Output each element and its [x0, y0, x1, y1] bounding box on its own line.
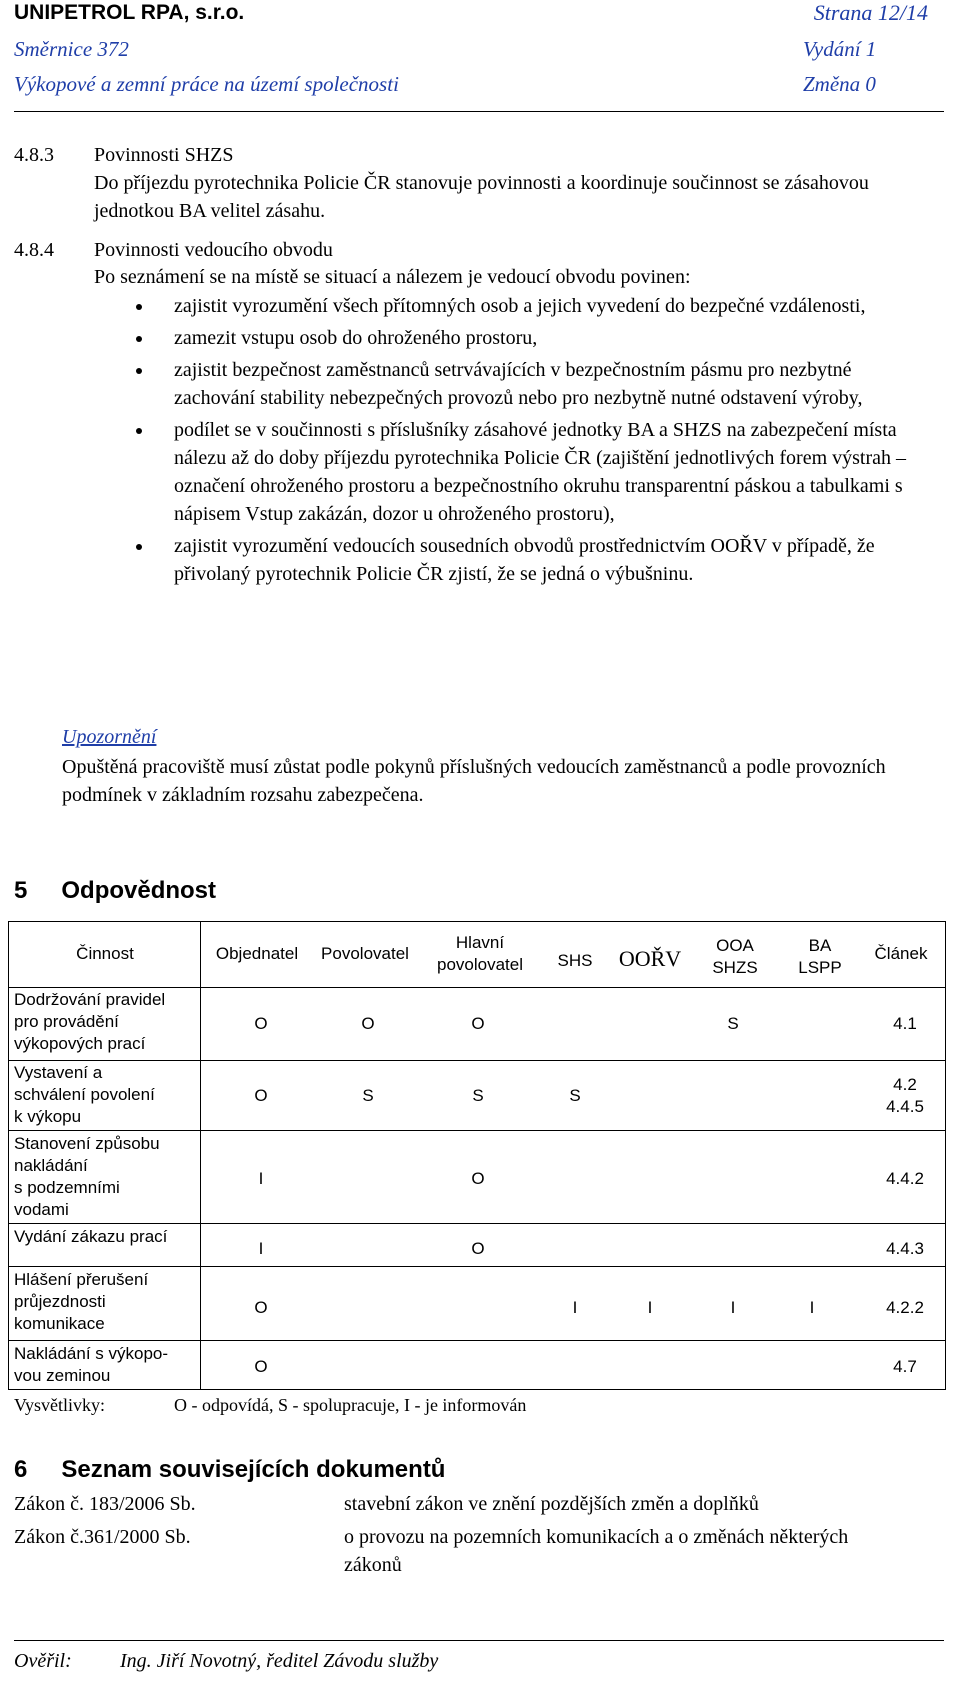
cell-oorv: I: [647, 1298, 653, 1317]
doc-description: o provozu na pozemních komunikacích a o změnách některých zákonů: [344, 1526, 849, 1576]
notice-title: Upozornění: [62, 726, 157, 748]
footer-verifier: Ing. Jiří Novotný, ředitel Závodu služby: [120, 1650, 439, 1672]
doc-name: Zákon č.361/2000 Sb.: [14, 1526, 191, 1548]
bullet-icon: [136, 304, 142, 310]
doc-name: Zákon č. 183/2006 Sb.: [14, 1493, 196, 1515]
cell-orderer: I: [258, 1169, 264, 1188]
footer-label: Ověřil:: [14, 1650, 72, 1672]
footer-divider: [14, 1640, 944, 1641]
section-5-heading: 5 Odpovědnost: [14, 877, 217, 904]
row-activity: Stanovení způsobu nakládání s podzemními vodami: [14, 1134, 160, 1219]
row-activity: Nakládání s výkopo- vou zeminou: [14, 1344, 169, 1385]
list-item: zajistit vyrozumění všech přítomných osob a jejich vyvedení do bezpečné vzdálenosti,: [174, 292, 934, 320]
cell-main: S: [472, 1086, 484, 1105]
change-label: Změna 0: [803, 72, 876, 96]
edition-label: Vydání 1: [803, 37, 877, 61]
list-item: podílet se v součinnosti s příslušníky zásahové jednotky BA a SHZS na zabezpečení místa nálezu až do doby příjezdu pyrotechnika Policie ČR (zajištění jednotlivých forem výstrah – označení ohroženého prostoru a bezpečnostního okruhu transparentní páskou a tabulkami s nápisem Vstup zakázán, dozor u ohroženého prostoru),: [174, 416, 934, 528]
cell-article: 4.2.2: [886, 1298, 924, 1317]
header-divider: [14, 111, 944, 112]
header-oorv: OOŘV: [618, 946, 682, 971]
cell-main: O: [471, 1169, 485, 1188]
row-activity: Hlášení přerušení průjezdnosti komunikace: [14, 1270, 149, 1333]
list-item: zamezit vstupu osob do ohroženého prostoru,: [174, 324, 934, 352]
section-number: 4.8.3: [14, 144, 54, 166]
header-ba-lspp: BA LSPP: [798, 936, 842, 977]
directive-number: Směrnice 372: [14, 37, 129, 61]
cell-article: 4.4.3: [886, 1239, 924, 1258]
list-item: zajistit bezpečnost zaměstnanců setrvávajících v bezpečnostním pásmu pro nezbytné zachování stability nebezpečných provozů nebo pro nezbytně nutné odstavení výroby,: [174, 356, 934, 412]
header-ooa-shzs: OOA SHZS: [712, 936, 758, 977]
section-title: Povinnosti SHZS: [94, 144, 234, 166]
section-text: Do příjezdu pyrotechnika Policie ČR stanovuje povinnosti a koordinuje součinnost se zásahovou jednotkou BA velitel zásahu.: [94, 172, 869, 222]
cell-ooa: I: [730, 1298, 736, 1317]
list-item: zajistit vyrozumění vedoucích sousedních obvodů prostřednictvím OOŘV v případě, že přivolaný pyrotechnik Policie ČR zjistí, že se jedná o výbušninu.: [174, 532, 934, 588]
header-activity: Činnost: [76, 944, 134, 963]
header-shs: SHS: [557, 951, 593, 970]
document-subject: Výkopové a zemní práce na území společnosti: [14, 72, 399, 96]
cell-shs: S: [569, 1086, 581, 1105]
cell-article: 4.2 4.4.5: [886, 1075, 924, 1116]
cell-orderer: O: [254, 1357, 268, 1376]
cell-article: 4.4.2: [886, 1169, 924, 1188]
cell-orderer: I: [258, 1239, 264, 1258]
cell-orderer: O: [254, 1014, 268, 1033]
bullet-icon: [136, 428, 142, 434]
header-orderer: Objednatel: [215, 944, 299, 963]
header-article: Článek: [874, 944, 928, 963]
cell-orderer: O: [254, 1086, 268, 1105]
cell-permitter: S: [362, 1086, 374, 1105]
notice-text: Opuštěná pracoviště musí zůstat podle pokynů příslušných vedoucích zaměstnanců a podle provozních podmínek v základním rozsahu zabezpečena.: [62, 756, 886, 806]
section-title: Povinnosti vedoucího obvodu: [94, 239, 333, 261]
header-main-permitter: Hlavní povolovatel: [436, 933, 523, 974]
cell-shs: I: [572, 1298, 578, 1317]
cell-article: 4.1: [893, 1014, 917, 1033]
section-6-heading: 6 Seznam souvisejících dokumentů: [14, 1456, 446, 1483]
section-number: 4.8.4: [14, 239, 54, 261]
legend-label: Vysvětlivky:: [14, 1395, 106, 1415]
company-name: UNIPETROL RPA, s.r.o.: [14, 1, 245, 24]
cell-ba: I: [809, 1298, 815, 1317]
doc-description: stavební zákon ve znění pozdějších změn a doplňků: [344, 1493, 759, 1515]
cell-main: O: [471, 1239, 485, 1258]
row-activity: Dodržování pravidel pro provádění výkopových prací: [14, 990, 166, 1053]
header-permitter: Povolovatel: [321, 944, 409, 963]
section-intro: Po seznámení se na místě se situací a nálezem je vedoucí obvodu povinen:: [94, 266, 691, 288]
row-activity: Vystavení a schválení povolení k výkopu: [14, 1063, 155, 1126]
cell-article: 4.7: [893, 1357, 917, 1376]
cell-permitter: O: [361, 1014, 375, 1033]
cell-main: O: [471, 1014, 485, 1033]
legend-text: O - odpovídá, S - spolupracuje, I - je informován: [174, 1395, 527, 1415]
bullet-icon: [136, 336, 142, 342]
duty-list: [174, 292, 934, 588]
cell-orderer: O: [254, 1298, 268, 1317]
bullet-icon: [136, 544, 142, 550]
page-number: Strana 12/14: [813, 0, 928, 25]
cell-ooa: S: [727, 1014, 739, 1033]
row-activity: Vydání zákazu prací: [14, 1227, 168, 1246]
bullet-icon: [136, 368, 142, 374]
